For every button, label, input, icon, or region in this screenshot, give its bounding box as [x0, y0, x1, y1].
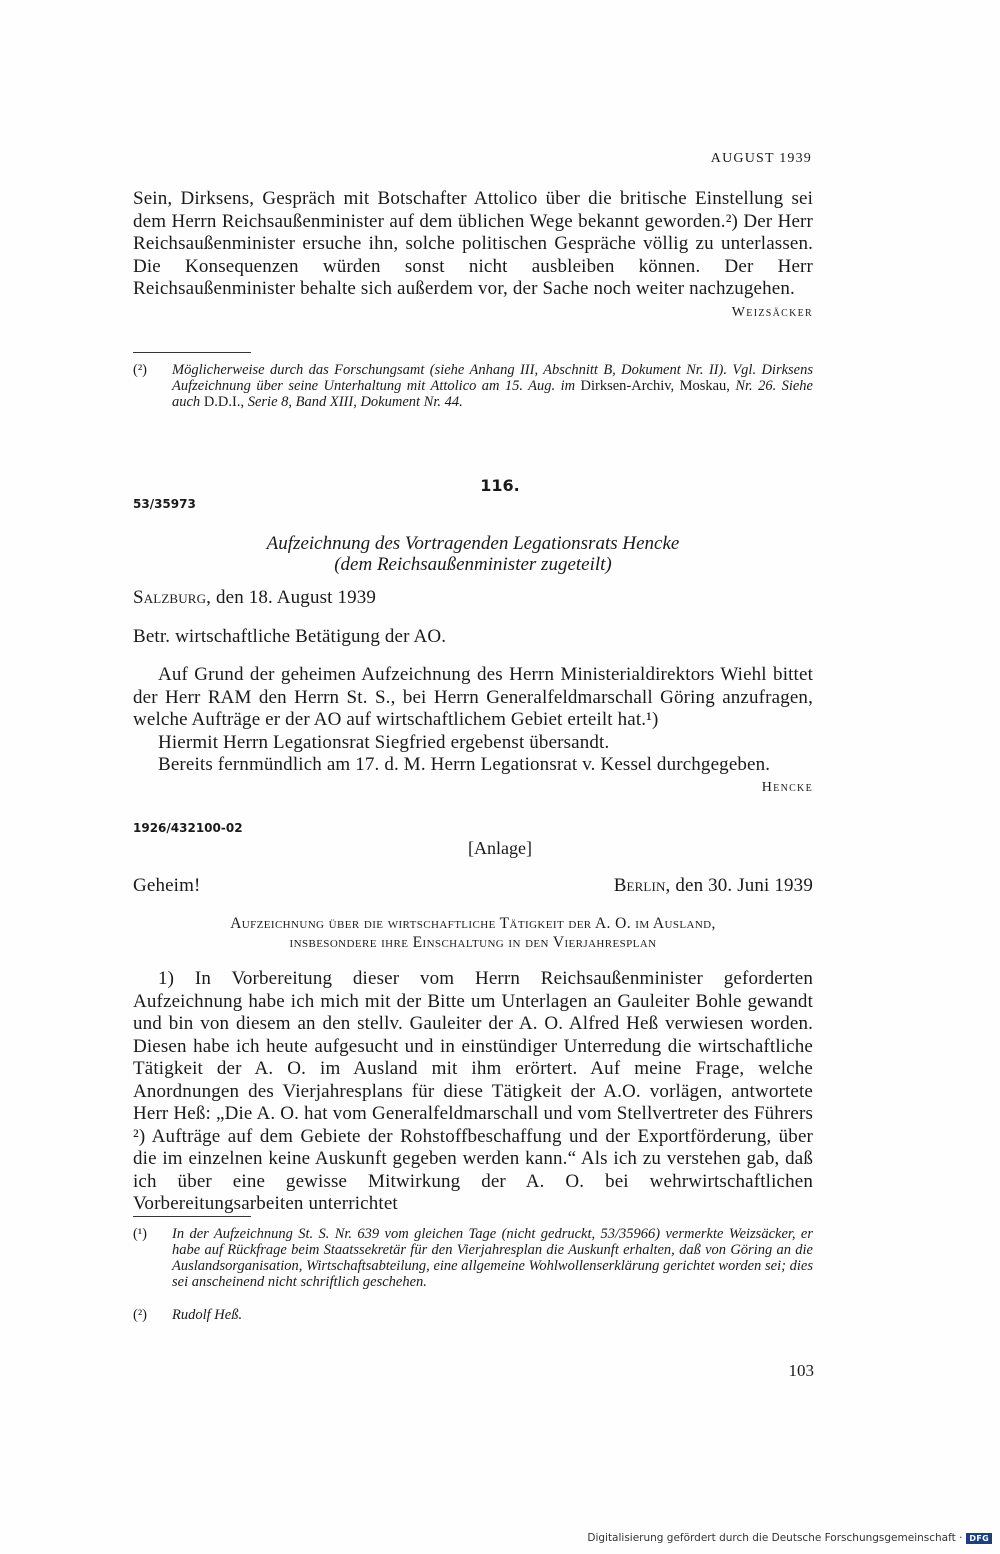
date: , den 30. Juni 1939 — [665, 875, 813, 896]
footnote-divider — [133, 1216, 251, 1217]
footnote-text: In der Aufzeichnung St. S. Nr. 639 vom gleichen Tage (nicht gedruckt, 53/35966) vermerkte Weizsäcker, er habe auf Rückfrage beim Staatssekretär für den Vierjahresplan die Auskunft erhalten, daß von Göring an die Auslandsorganisation, Wirtschaftsabteilung, eine allgemeine Wohlwollenserklärung gerichtet worden sei; dies sei anscheinend nicht schriftlich geschehen. — [172, 1226, 813, 1290]
signature-hencke: Hencke — [761, 779, 813, 795]
dfg-logo-icon: DFG — [966, 1533, 992, 1544]
document-116-body — [133, 664, 813, 796]
footnote-section1: (²) Möglicherweise durch das Forschungsamt (siehe Anhang III, Abschnitt B, Dokument Nr. II). Vgl. Dirksens Aufzeichnung über seine Unterhaltung mit Attolico am 15. Aug. im Dirksen-Archiv, Moskau, Nr. 26. Siehe auch D.D.I., Serie 8, Band XIII, Dokument Nr. 44. — [133, 362, 813, 410]
date: , den 18. August 1939 — [206, 587, 377, 608]
paragraph: Bereits fernmündlich am 17. d. M. Herrn Legationsrat v. Kessel durchgegeben. — [158, 754, 771, 775]
credit-text: Digitalisierung gefördert durch die Deutsche Forschungsgemeinschaft · — [587, 1532, 963, 1544]
heading-line-2: insbesondere ihre Einschaltung in den Vierjahresplan — [289, 934, 657, 951]
footnote-2 — [133, 1307, 813, 1323]
signature-weizsaecker: Weizsäcker — [731, 304, 813, 320]
running-header: AUGUST 1939 — [710, 151, 812, 166]
paragraph: Sein, Dirksens, Gespräch mit Botschafter Attolico über die britische Einstellung sei dem Herrn Reichsaußenminister auf dem üblichen Wege bekannt geworden.²) Der Herr Reichsaußenminister ersuche ihn, solche politischen Gespräche völlig zu unterlassen. Die Konsequenzen würden sonst nicht ausbleiben können. Der Herr Reichsaußenminister behalte sich außerdem vor, der Sache noch weiter nachzugehen. — [133, 188, 813, 299]
paragraph: Hiermit Herrn Legationsrat Siegfried ergebenst übersandt. — [158, 731, 610, 753]
title-line-2: (dem Reichsaußenminister zugeteilt) — [334, 554, 612, 575]
footnote-1 — [133, 1226, 813, 1290]
place: Salzburg — [133, 587, 207, 608]
dateline — [133, 587, 813, 610]
footnote-number: (²) — [133, 362, 148, 378]
footnote-text: Rudolf Heß. — [172, 1307, 243, 1323]
footnote-divider — [133, 352, 251, 353]
footnote-number: (²) — [133, 1307, 148, 1323]
heading-line-1: Aufzeichnung über die wirtschaftliche Tätigkeit der A. O. im Ausland, — [230, 915, 716, 932]
title-line-1: Aufzeichnung des Vortragenden Legationsrats Hencke — [266, 533, 680, 554]
annex-file-number: 1926/432100-02 — [133, 821, 243, 835]
page-number: 103 — [788, 1361, 814, 1380]
paragraph: Auf Grund der geheimen Aufzeichnung des Herrn Ministerialdirektors Wiehl bittet der Herr RAM den Herrn St. S., bei Herrn Generalfeldmarschall Göring anzufragen, welche Aufträge er der AO auf wirtschaftlichem Gebiet erteilt hat.¹) — [133, 664, 813, 730]
footnote-number: (¹) — [133, 1226, 148, 1242]
annex-dateline — [133, 875, 813, 898]
document-number: 116. — [480, 476, 520, 495]
digitization-credit[interactable] — [587, 1532, 992, 1544]
subject-line: Betr. wirtschaftliche Betätigung der AO. — [133, 626, 447, 647]
place: Berlin — [613, 875, 666, 896]
annex-label: [Anlage] — [468, 838, 532, 858]
file-number: 53/35973 — [133, 497, 196, 511]
previous-document-end — [133, 188, 813, 321]
annex-heading — [133, 914, 813, 952]
classification: Geheim! — [133, 875, 201, 896]
document-116-title — [133, 533, 813, 575]
annex-paragraph: 1) In Vorbereitung dieser vom Herrn Reichsaußenminister geforderten Aufzeichnung habe ich mich mit der Bitte um Unterlagen an Gauleiter Bohle gewandt und bin von diesem an den stellv. Gauleiter der A. O. Alfred Heß verwiesen worden. Diesen habe ich heute aufgesucht und in einstündiger Unterredung die wirtschaftliche Tätigkeit der A. O. im Ausland mit ihm erörtert. Auf meine Frage, welche Anordnungen des Vierjahresplans für diese Tätigkeit der A.O. vorlägen, antwortete Herr Heß: „Die A. O. hat vom Generalfeldmarschall und vom Stellvertreter des Führers ²) Aufträge auf dem Gebiete der Rohstoffbeschaffung und der Exportförderung, über die im einzelnen keine Auskunft gegeben werden kann.“ Als ich zu verstehen gab, daß ich über eine gewisse Mitwirkung der A. O. bei wehrwirtschaftlichen Vorbereitungsarbeiten unterrichtet — [133, 968, 813, 1214]
